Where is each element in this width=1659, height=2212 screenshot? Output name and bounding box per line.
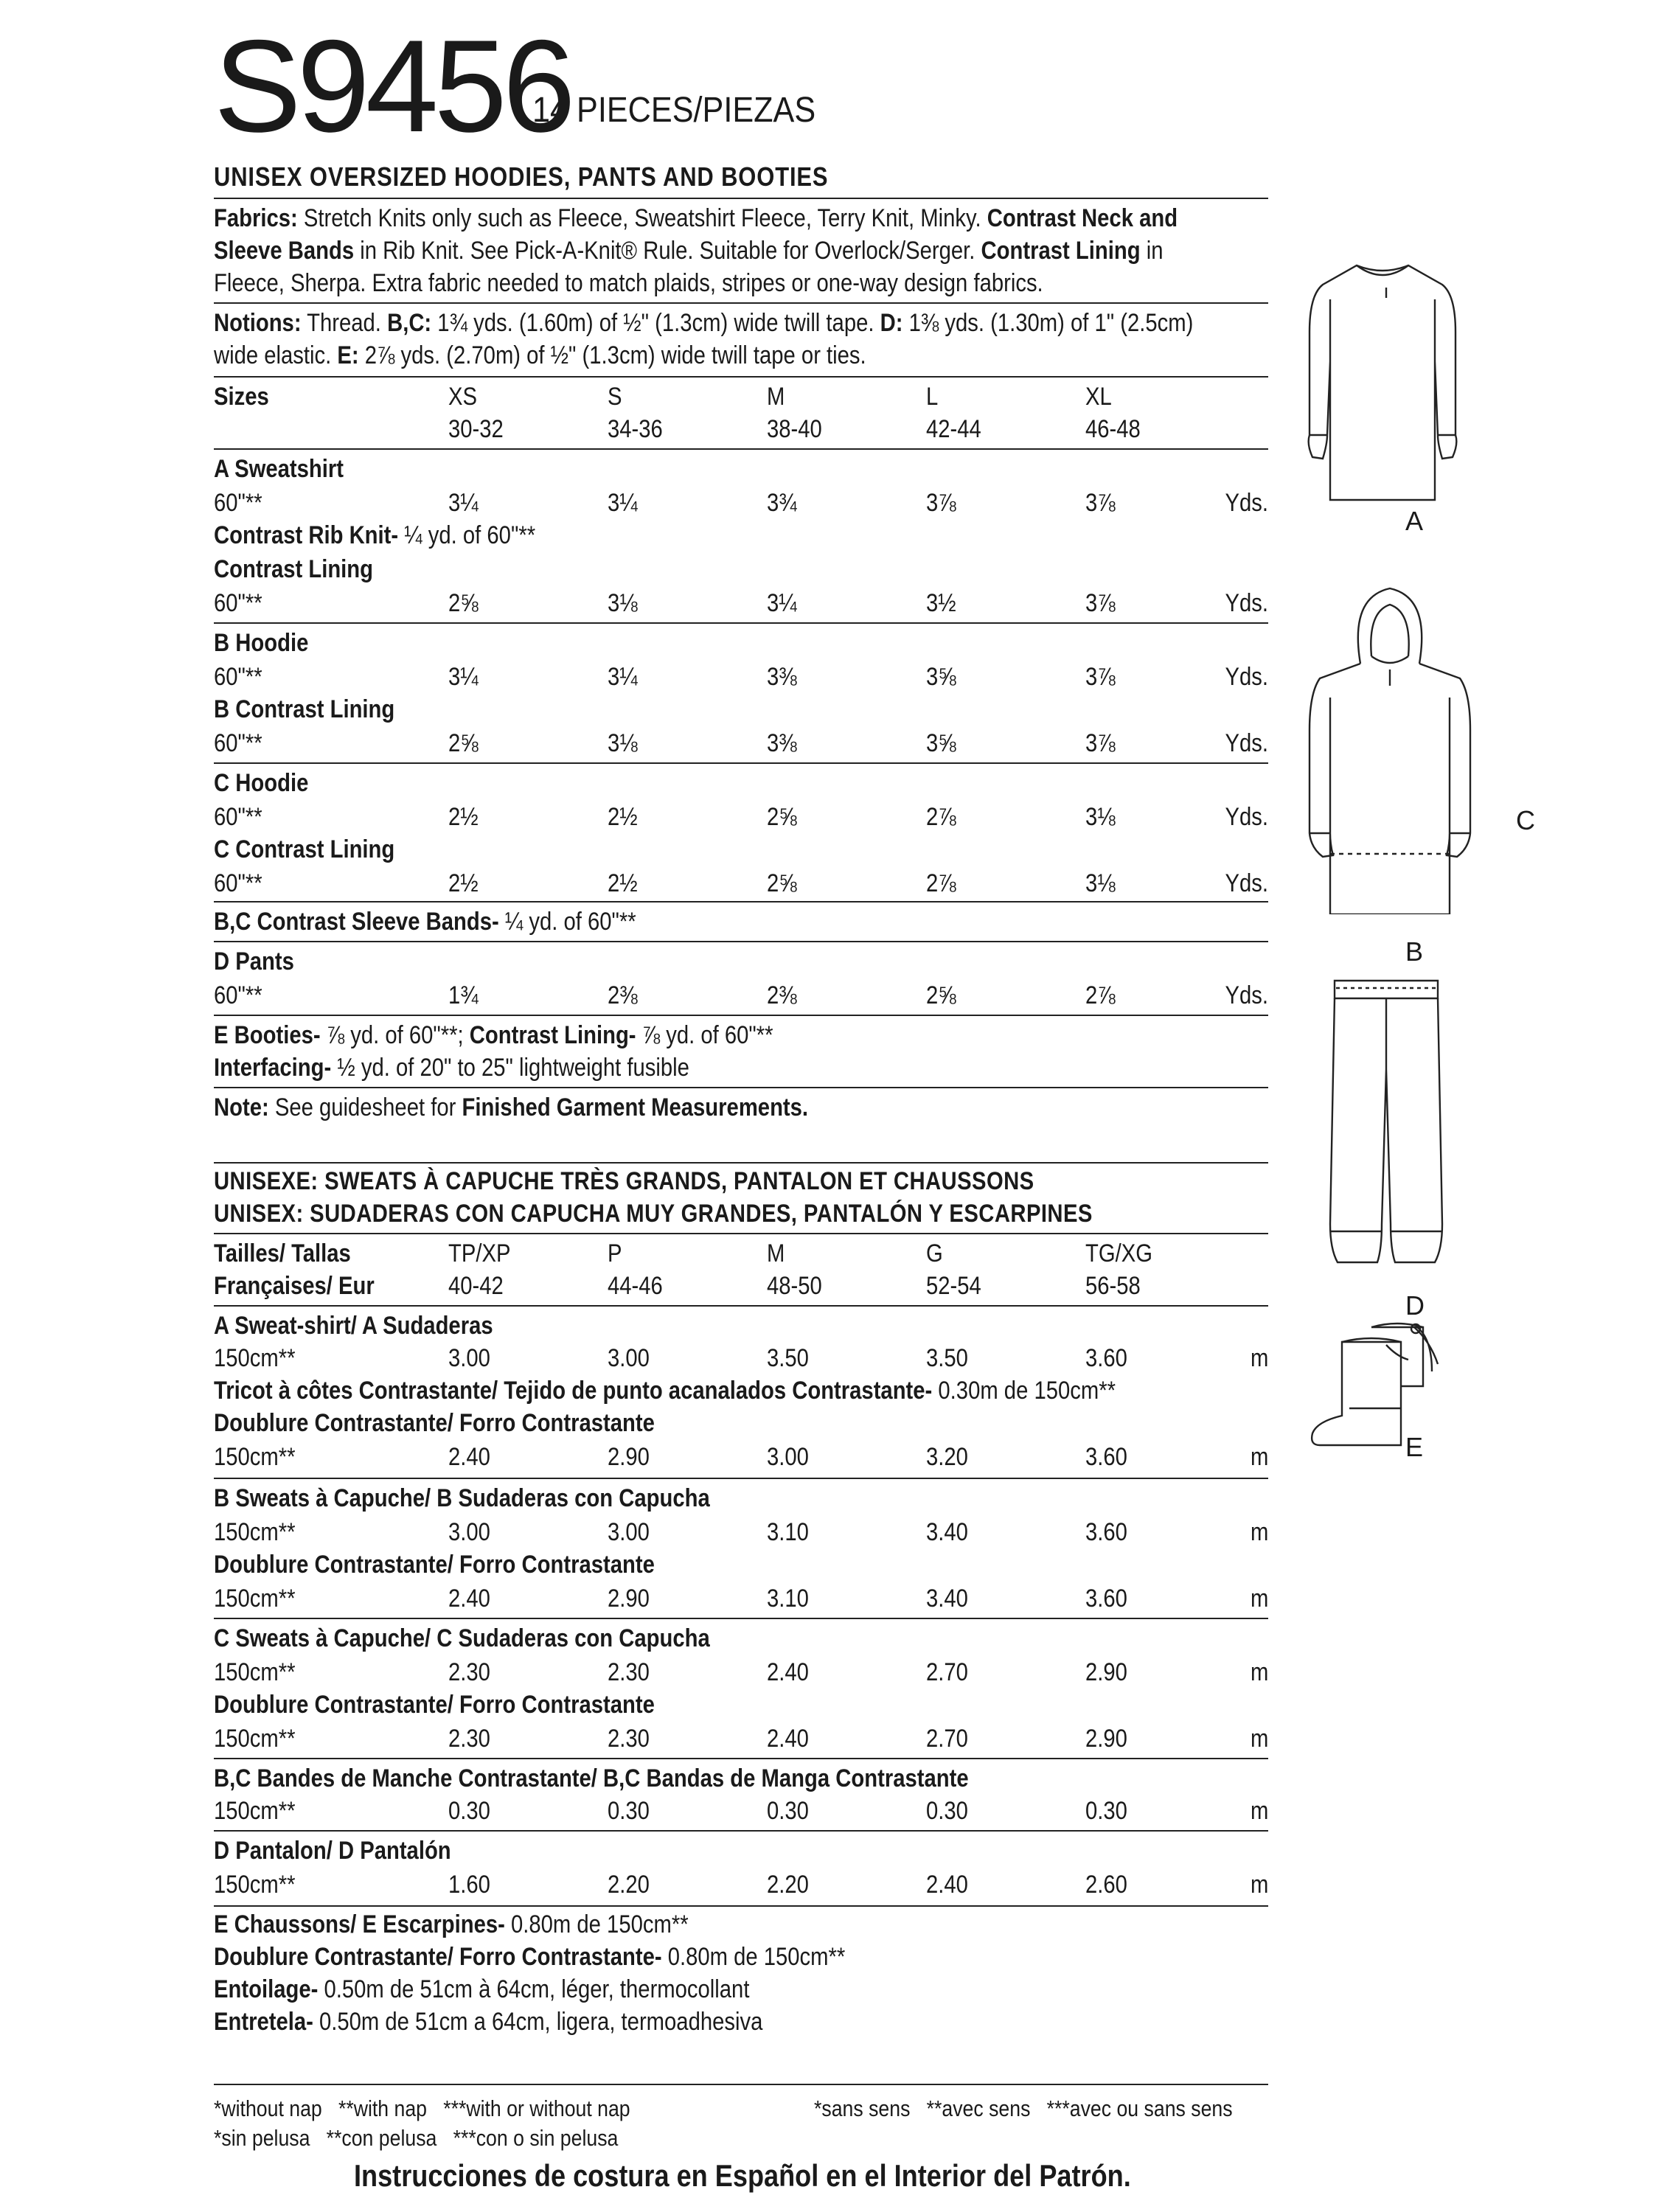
size-xs: XS: [448, 383, 478, 411]
intl-bc-title: B,C Bandes de Manche Contrastante/ B,C Bandas de Manga Contrastante: [214, 1764, 969, 1792]
meter-row: [214, 1442, 1268, 1476]
intl-range: 44-46: [608, 1272, 663, 1300]
meter-value: 2.30: [448, 1725, 490, 1753]
footnote-fr: *sans sens **avec sens ***avec ou sans sens: [814, 2096, 1233, 2121]
intl-sizes-label: Tailles/ Tallas: [214, 1239, 351, 1267]
yardage-value: 3⅛: [1085, 869, 1116, 897]
yardage-value: 2½: [448, 869, 479, 897]
intl-range: 48-50: [767, 1272, 822, 1300]
section-title-fr: UNISEXE: SWEATS À CAPUCHE TRÈS GRANDS, PANTALON ET CHAUSSONS: [214, 1167, 1034, 1195]
sizes-label: Sizes: [214, 383, 269, 411]
meter-value: 2.30: [608, 1658, 650, 1686]
meter-value: 3.60: [1085, 1344, 1127, 1372]
meter-row: [214, 1658, 1268, 1691]
yardage-value: 3⅞: [926, 489, 956, 517]
a-sweatshirt-title: A Sweatshirt: [214, 455, 344, 483]
meter-value: 0.30: [448, 1797, 490, 1825]
spanish-instructions-footer: Instrucciones de costura en Español en el Interior del Patrón.: [354, 2158, 1131, 2193]
meter-value: 2.30: [448, 1658, 490, 1686]
intl-e-lining-text: 0.80m de 150cm**: [667, 1943, 846, 1971]
divider: [214, 448, 1268, 450]
fabric-width: 150cm**: [214, 1658, 296, 1686]
yardage-value: 2⅝: [926, 981, 956, 1009]
fabric-width: 60"**: [214, 589, 262, 617]
yardage-value: 3⅜: [767, 729, 797, 757]
meter-value: 2.40: [926, 1871, 968, 1899]
meter-value: 2.70: [926, 1658, 968, 1686]
meter-value: 2.40: [448, 1443, 490, 1471]
intl-e-text: 0.80m de 150cm**: [511, 1910, 689, 1938]
divider: [214, 1087, 1268, 1088]
unit: Yds.: [1225, 981, 1268, 1009]
fabrics-line-3: Fleece, Sherpa. Extra fabric needed to match plaids, stripes or one-way design fabrics.: [214, 269, 1043, 297]
fabrics-contrast: Contrast Neck and: [987, 204, 1178, 232]
fabric-width: 60"**: [214, 869, 262, 897]
yardage-row: [214, 802, 1268, 836]
piece-count: 14 PIECES/PIEZAS: [532, 91, 816, 130]
range: 34-36: [608, 415, 663, 443]
unit: m: [1250, 1344, 1268, 1372]
sizes-row: [214, 382, 1268, 416]
fabrics-contrast-lining: Contrast Lining: [981, 237, 1141, 265]
yardage-value: 3⅜: [767, 663, 797, 691]
meter-value: 2.20: [767, 1871, 809, 1899]
b-lining-title: B Contrast Lining: [214, 695, 395, 723]
intl-fr-label: Françaises/ Eur: [214, 1272, 375, 1300]
meter-value: 3.00: [448, 1344, 490, 1372]
yardage-value: 3⅞: [1085, 589, 1116, 617]
intl-c-title: C Sweats à Capuche/ C Sudaderas con Capucha: [214, 1624, 710, 1652]
entoilage-label: Entoilage-: [214, 1975, 319, 2003]
unit: Yds.: [1225, 589, 1268, 617]
e-lining-label: Contrast Lining-: [469, 1021, 636, 1049]
note-bold: Finished Garment Measurements.: [462, 1093, 809, 1121]
yardage-row: [214, 728, 1268, 762]
fabric-width: 150cm**: [214, 1518, 296, 1546]
divider: [214, 1618, 1268, 1619]
divider: [214, 901, 1268, 902]
meter-value: 1.60: [448, 1871, 490, 1899]
fabrics-text-2: in Rib Knit. See Pick-A-Knit® Rule. Suitable for Overlock/Serger.: [360, 237, 975, 265]
divider: [214, 762, 1268, 764]
meter-value: 3.10: [767, 1585, 809, 1613]
intl-size: TG/XG: [1085, 1239, 1152, 1267]
meter-row: [214, 1796, 1268, 1830]
meter-value: 2.90: [1085, 1658, 1127, 1686]
intl-rib-line: [214, 1376, 1116, 1405]
entretela-line: [214, 2007, 762, 2037]
unit: Yds.: [1225, 803, 1268, 831]
footnote-en: *without nap **with nap ***with or without nap: [214, 2096, 630, 2121]
meter-value: 0.30: [1085, 1797, 1127, 1825]
intl-b-lining-title: Doublure Contrastante/ Forro Contrastante: [214, 1551, 655, 1579]
e-booties-text: ⅞ yd. of 60"**;: [326, 1021, 464, 1049]
fabric-width: 60"**: [214, 489, 262, 517]
yardage-value: 2⅝: [767, 803, 797, 831]
entretela-text: 0.50m de 51cm a 64cm, ligera, termoadhesiva: [319, 2008, 763, 2036]
yardage-value: 3⅛: [1085, 803, 1116, 831]
yardage-value: 2⅝: [767, 869, 797, 897]
yardage-value: 3¼: [767, 589, 797, 617]
yardage-value: 3¼: [608, 489, 638, 517]
interfacing-line: [214, 1053, 689, 1082]
meter-value: 3.60: [1085, 1585, 1127, 1613]
yardage-value: 3⅛: [608, 729, 638, 757]
range: 38-40: [767, 415, 822, 443]
entretela-label: Entretela-: [214, 2008, 313, 2036]
intl-a-lining-title: Doublure Contrastante/ Forro Contrastante: [214, 1409, 655, 1437]
notions-d-text: 1⅜ yds. (1.30m) of 1" (2.5cm): [908, 309, 1194, 337]
divider: [214, 1478, 1268, 1479]
bc-sleeve-bands-label: B,C Contrast Sleeve Bands-: [214, 908, 499, 936]
divider: [214, 1233, 1268, 1234]
divider: [214, 1162, 1268, 1164]
fabric-width: 150cm**: [214, 1725, 296, 1753]
yardage-value: 3⅝: [926, 663, 956, 691]
unit: m: [1250, 1797, 1268, 1825]
meter-value: 3.10: [767, 1518, 809, 1546]
size-s: S: [608, 383, 622, 411]
figure-label-d: D: [1405, 1290, 1425, 1321]
divider: [214, 1758, 1268, 1759]
divider: [214, 622, 1268, 624]
unit: m: [1250, 1725, 1268, 1753]
intl-range: 56-58: [1085, 1272, 1141, 1300]
meter-value: 3.00: [448, 1518, 490, 1546]
meter-value: 2.90: [608, 1443, 650, 1471]
fabrics-text: Stretch Knits only such as Fleece, Sweatshirt Fleece, Terry Knit, Minky.: [303, 204, 981, 232]
divider: [214, 302, 1268, 304]
a-lining-title: Contrast Lining: [214, 555, 374, 583]
intl-e-line: [214, 1910, 689, 1939]
meter-value: 3.50: [926, 1344, 968, 1372]
divider: [214, 2084, 1268, 2085]
meter-value: 3.60: [1085, 1443, 1127, 1471]
yardage-row: [214, 869, 1268, 902]
yardage-value: 2½: [448, 803, 479, 831]
intl-rib-label: Tricot à côtes Contrastante/ Tejido de punto acanalados Contrastante-: [214, 1377, 933, 1405]
meter-value: 2.40: [767, 1658, 809, 1686]
meter-row: [214, 1584, 1268, 1618]
intl-sizes-row: [214, 1239, 1268, 1273]
yardage-value: 3⅞: [1085, 729, 1116, 757]
meter-value: 0.30: [926, 1797, 968, 1825]
yardage-value: 2⅜: [608, 981, 638, 1009]
fabrics-line-1: [214, 204, 1178, 233]
divider: [214, 1905, 1268, 1907]
unit: Yds.: [1225, 869, 1268, 897]
intl-b-title: B Sweats à Capuche/ B Sudaderas con Capucha: [214, 1484, 710, 1512]
note-label: Note:: [214, 1093, 269, 1121]
notions-line-1: [214, 308, 1193, 338]
unit: m: [1250, 1658, 1268, 1686]
meter-value: 3.40: [926, 1585, 968, 1613]
meter-value: 2.60: [1085, 1871, 1127, 1899]
rib-knit-label: Contrast Rib Knit-: [214, 521, 399, 549]
fabrics-text-3: in: [1146, 237, 1164, 265]
unit: Yds.: [1225, 729, 1268, 757]
c-lining-title: C Contrast Lining: [214, 835, 395, 863]
yardage-value: 3¼: [448, 663, 479, 691]
intl-a-title: A Sweat-shirt/ A Sudaderas: [214, 1312, 493, 1340]
meter-value: 3.00: [608, 1344, 650, 1372]
intl-e-lining-label: Doublure Contrastante/ Forro Contrastante-: [214, 1943, 662, 1971]
intl-rib-text: 0.30m de 150cm**: [938, 1377, 1116, 1405]
intl-e-lining-line: [214, 1942, 845, 1972]
divider: [214, 941, 1268, 942]
intl-d-title: D Pantalon/ D Pantalón: [214, 1837, 451, 1865]
figure-label-e: E: [1405, 1432, 1424, 1462]
yardage-value: 2⅞: [926, 803, 956, 831]
fabric-width: 60"**: [214, 803, 262, 831]
size-xl: XL: [1085, 383, 1112, 411]
footnote-es: *sin pelusa **con pelusa ***con o sin pelusa: [214, 2125, 619, 2151]
meter-value: 3.50: [767, 1344, 809, 1372]
hoodie-bc-illustration: [1298, 582, 1482, 914]
c-hoodie-title: C Hoodie: [214, 769, 309, 797]
fabrics-sleeve-bands: Sleeve Bands: [214, 237, 355, 265]
entoilage-text: 0.50m de 51cm à 64cm, léger, thermocollant: [324, 1975, 750, 2003]
notions-text: Thread.: [307, 309, 381, 337]
yardage-value: 2⅝: [448, 729, 479, 757]
figure-label-a: A: [1405, 506, 1424, 536]
intl-c-lining-title: Doublure Contrastante/ Forro Contrastante: [214, 1691, 655, 1719]
size-m: M: [767, 383, 785, 411]
yardage-value: 2⅞: [1085, 981, 1116, 1009]
yardage-row: [214, 488, 1268, 522]
notions-label: Notions:: [214, 309, 302, 337]
meter-value: 2.30: [608, 1725, 650, 1753]
meter-value: 3.00: [767, 1443, 809, 1471]
fabric-width: 60"**: [214, 663, 262, 691]
yardage-value: 3⅝: [926, 729, 956, 757]
notions-d-label: D:: [880, 309, 903, 337]
unit: m: [1250, 1518, 1268, 1546]
fabric-width: 60"**: [214, 729, 262, 757]
fabric-width: 150cm**: [214, 1797, 296, 1825]
size-l: L: [926, 383, 939, 411]
yardage-row: [214, 981, 1268, 1015]
meter-row: [214, 1517, 1268, 1551]
sweatshirt-a-illustration: [1298, 251, 1467, 509]
meter-value: 2.70: [926, 1725, 968, 1753]
meter-value: 2.20: [608, 1871, 650, 1899]
yardage-value: 2⅜: [767, 981, 797, 1009]
divider: [214, 1830, 1268, 1832]
meter-value: 0.30: [608, 1797, 650, 1825]
fabric-width: 150cm**: [214, 1344, 296, 1372]
yardage-value: 3¼: [448, 489, 479, 517]
meter-value: 3.40: [926, 1518, 968, 1546]
intl-range: 52-54: [926, 1272, 981, 1300]
intl-range: 40-42: [448, 1272, 504, 1300]
interfacing-label: Interfacing-: [214, 1054, 332, 1082]
unit: m: [1250, 1585, 1268, 1613]
meter-value: 2.90: [1085, 1725, 1127, 1753]
rib-knit-text: ¼ yd. of 60"**: [404, 521, 536, 549]
section-title-es: UNISEX: SUDADERAS CON CAPUCHA MUY GRANDES, PANTALÓN Y ESCARPINES: [214, 1200, 1093, 1228]
notions-e-label: E:: [337, 341, 359, 369]
yardage-row: [214, 662, 1268, 696]
bc-sleeve-bands-text: ¼ yd. of 60"**: [504, 908, 636, 936]
booties-e-illustration: [1305, 1312, 1467, 1460]
bc-sleeve-bands-line: [214, 907, 636, 936]
divider: [214, 376, 1268, 378]
e-booties-label: E Booties-: [214, 1021, 321, 1049]
fabric-width: 60"**: [214, 981, 262, 1009]
fabric-width: 150cm**: [214, 1871, 296, 1899]
meter-value: 0.30: [767, 1797, 809, 1825]
divider: [214, 1305, 1268, 1307]
notions-e-text: 2⅞ yds. (2.70m) of ½" (1.3cm) wide twill tape or ties.: [364, 341, 866, 369]
b-hoodie-title: B Hoodie: [214, 629, 309, 657]
divider: [214, 1015, 1268, 1016]
yardage-value: 3⅞: [1085, 489, 1116, 517]
intl-size: TP/XP: [448, 1239, 511, 1267]
meter-value: 3.20: [926, 1443, 968, 1471]
rib-knit-line: [214, 521, 535, 550]
yardage-value: 2½: [608, 803, 638, 831]
intl-size: M: [767, 1239, 785, 1267]
yardage-value: 2½: [608, 869, 638, 897]
note-line: [214, 1093, 808, 1122]
intl-size: G: [926, 1239, 943, 1267]
yardage-value: 3⅞: [1085, 663, 1116, 691]
fabric-width: 150cm**: [214, 1585, 296, 1613]
e-booties-line: [214, 1020, 773, 1050]
intl-size: P: [608, 1239, 622, 1267]
pattern-number: S9456: [214, 13, 571, 159]
yardage-value: 1¾: [448, 981, 479, 1009]
meter-value: 2.90: [608, 1585, 650, 1613]
section-title-english: UNISEX OVERSIZED HOODIES, PANTS AND BOOTIES: [214, 161, 829, 192]
yardage-row: [214, 588, 1268, 622]
meter-value: 3.00: [608, 1518, 650, 1546]
meter-row: [214, 1343, 1268, 1377]
fabric-width: 150cm**: [214, 1443, 296, 1471]
note-text: See guidesheet for: [274, 1093, 456, 1121]
yardage-value: 3⅛: [608, 589, 638, 617]
figure-label-c: C: [1516, 805, 1535, 835]
meter-value: 2.40: [448, 1585, 490, 1613]
intl-e-label: E Chaussons/ E Escarpines-: [214, 1910, 505, 1938]
range: 42-44: [926, 415, 981, 443]
divider: [214, 198, 1268, 199]
range: 46-48: [1085, 415, 1141, 443]
unit: Yds.: [1225, 663, 1268, 691]
notions-elastic: wide elastic.: [214, 341, 332, 369]
meter-row: [214, 1724, 1268, 1758]
interfacing-text: ½ yd. of 20" to 25" lightweight fusible: [337, 1054, 689, 1082]
figure-label-b: B: [1405, 936, 1424, 967]
range: 30-32: [448, 415, 504, 443]
unit: m: [1250, 1443, 1268, 1471]
entoilage-line: [214, 1975, 749, 2004]
ranges-row: [214, 414, 1268, 448]
fabrics-line-2: [214, 236, 1163, 265]
yardage-value: 3½: [926, 589, 956, 617]
yardage-value: 3¼: [608, 663, 638, 691]
meter-row: [214, 1870, 1268, 1904]
d-pants-title: D Pants: [214, 947, 294, 975]
notions-bc-text: 1¾ yds. (1.60m) of ½" (1.3cm) wide twill tape.: [437, 309, 874, 337]
yardage-value: 3¾: [767, 489, 797, 517]
unit: m: [1250, 1871, 1268, 1899]
fabrics-label: Fabrics:: [214, 204, 298, 232]
yardage-value: 2⅝: [448, 589, 479, 617]
meter-value: 2.40: [767, 1725, 809, 1753]
pants-d-illustration: [1312, 973, 1460, 1268]
notions-bc-label: B,C:: [387, 309, 432, 337]
intl-ranges-row: [214, 1271, 1268, 1305]
notions-line-2: [214, 341, 866, 370]
yardage-value: 2⅞: [926, 869, 956, 897]
meter-value: 3.60: [1085, 1518, 1127, 1546]
e-lining-text: ⅞ yd. of 60"**: [641, 1021, 773, 1049]
unit: Yds.: [1225, 489, 1268, 517]
